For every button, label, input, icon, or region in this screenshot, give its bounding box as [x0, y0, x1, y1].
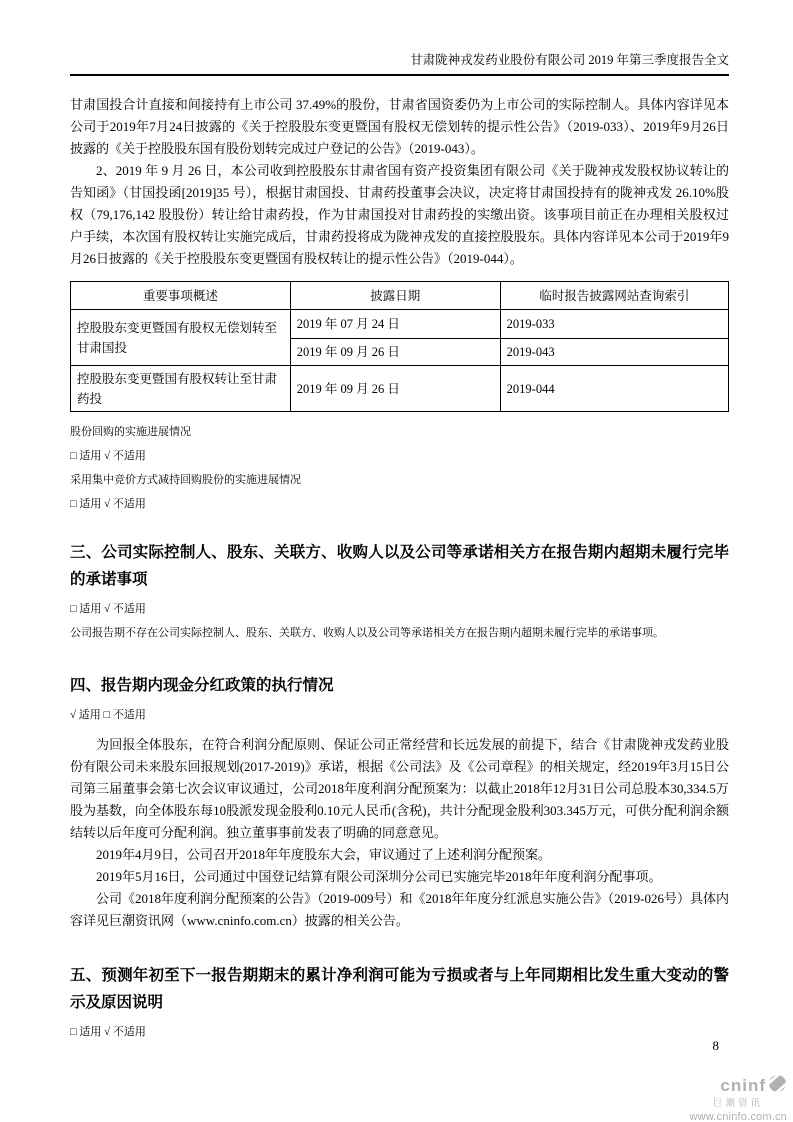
table-cell-summary: 控股股东变更暨国有股权无偿划转至甘肃国投 — [71, 310, 291, 366]
section-3-note: 公司报告期不存在公司实际控制人、股东、关联方、收购人以及公司等承诺相关方在报告期内超期未履行完毕的承诺事项。 — [70, 627, 664, 639]
table-header-date: 披露日期 — [290, 282, 500, 310]
cninfo-logo — [689, 1074, 787, 1122]
applicability-check: □ 适用 √ 不适用 — [70, 603, 146, 615]
cninfo-swirl-icon — [768, 1074, 787, 1097]
section-4-heading: 四、报告期内现金分红政策的执行情况 — [70, 677, 334, 694]
page-number: 8 — [712, 1038, 719, 1053]
disclosure-table — [70, 281, 729, 412]
table-header-row — [71, 282, 729, 310]
doc-header-title: 甘肃陇神戎发药业股份有限公司 2019 年第三季度报告全文 — [70, 50, 729, 76]
intro-paragraph-1: 甘肃国投合计直接和间接持有上市公司 37.49%的股份，甘肃省国资委仍为上市公司的实际控制人。具体内容详见本公司于2019年7月24日披露的《关于控股股东变更暨国有股权无偿划转的提示性公告》（2019-033）、2019年9月26日披露的《关于控股股东国有股份划转完成过户登记的公告》（2019-043）。 — [70, 97, 729, 156]
dividend-paragraph: 公司《2018年度利润分配预案的公告》（2019-009号）和《2018年年度分红派息实施公告》（2019-026号）具体内容详见巨潮资讯网（www.cninfo.com.cn）披露的相关公告。 — [70, 891, 729, 928]
table-row — [71, 310, 729, 339]
table-cell-date: 2019 年 09 月 26 日 — [290, 339, 500, 366]
applicability-check: □ 适用 √ 不适用 — [70, 1026, 146, 1038]
section-5-heading: 五、预测年初至下一报告期期末的累计净利润可能为亏损或者与上年同期相比发生重大变动的警示及原因说明 — [70, 967, 729, 1011]
buyback-progress-label: 股份回购的实施进展情况 — [70, 426, 191, 438]
table-cell-index: 2019-043 — [500, 339, 728, 366]
dividend-paragraph: 2019年4月9日，公司召开2018年年度股东大会，审议通过了上述利润分配预案。 — [96, 847, 552, 862]
table-cell-index: 2019-044 — [500, 366, 728, 412]
table-cell-summary: 控股股东变更暨国有股权转让至甘肃药投 — [71, 366, 291, 412]
table-row — [71, 366, 729, 412]
dividend-paragraph: 为回报全体股东，在符合利润分配原则、保证公司正常经营和长远发展的前提下，结合《甘肃陇神戎发药业股份有限公司未来股东回报规划(2017-2019)》承诺，根据《公司法》及《公司章程》的相关规定，经2019年3月15日公司第三届董事会第七次会议审议通过，公司2018年度利润分配预案为：以截止2018年12月31日公司总股本30,334.5万股为基数，向全体股东每10股派发现金股利0.10元人民币(含税)，共计分配现金股利303.345万元，可供分配利润余额结转以后年度可分配利润。独立董事事前发表了明确的同意意见。 — [70, 737, 729, 840]
buyback-reduction-label: 采用集中竞价方式减持回购股份的实施进展情况 — [70, 474, 301, 486]
cninfo-logo-chinese: 巨潮资讯 — [712, 1098, 763, 1109]
applicability-check: √ 适用 □ 不适用 — [70, 709, 146, 721]
intro-paragraph-2: 2、2019 年 9 月 26 日，本公司收到控股股东甘肃省国有资产投资集团有限公司《关于陇神戎发股权协议转让的告知函》（甘国投函[2019]35 号），根据甘肃国投、甘肃药投董事会决议，决定将甘肃国投持有的陇神戎发 26.10%股权（79,176,142 股股份）转让给甘肃药投，作为甘肃国投对甘肃药投的实缴出资。该事项目前正在办理相关股权过户手续，本次国有股权转让实施完成后，甘肃药投将成为陇神戎发的直接控股股东。具体内容详见本公司于2019年9月26日披露的《关于控股股东变更暨国有股权转让的提示性公告》（2019-044）。 — [70, 163, 729, 266]
applicability-check: □ 适用 √ 不适用 — [70, 450, 146, 462]
table-cell-index: 2019-033 — [500, 310, 728, 339]
cninfo-logo-url: www.cninfo.com.cn — [689, 1110, 787, 1122]
dividend-paragraph: 2019年5月16日，公司通过中国登记结算有限公司深圳分公司已实施完毕2018年年度利润分配事项。 — [96, 869, 662, 884]
cninfo-logo-word: cninf — [720, 1076, 766, 1095]
section-4-body — [70, 734, 729, 932]
table-cell-date: 2019 年 09 月 26 日 — [290, 366, 500, 412]
section-3-heading: 三、公司实际控制人、股东、关联方、收购人以及公司等承诺相关方在报告期内超期未履行完毕的承诺事项 — [70, 544, 729, 588]
table-header-index: 临时报告披露网站查询索引 — [500, 282, 728, 310]
table-header-summary: 重要事项概述 — [71, 282, 291, 310]
table-cell-date: 2019 年 07 月 24 日 — [290, 310, 500, 339]
applicability-check: □ 适用 √ 不适用 — [70, 498, 146, 510]
